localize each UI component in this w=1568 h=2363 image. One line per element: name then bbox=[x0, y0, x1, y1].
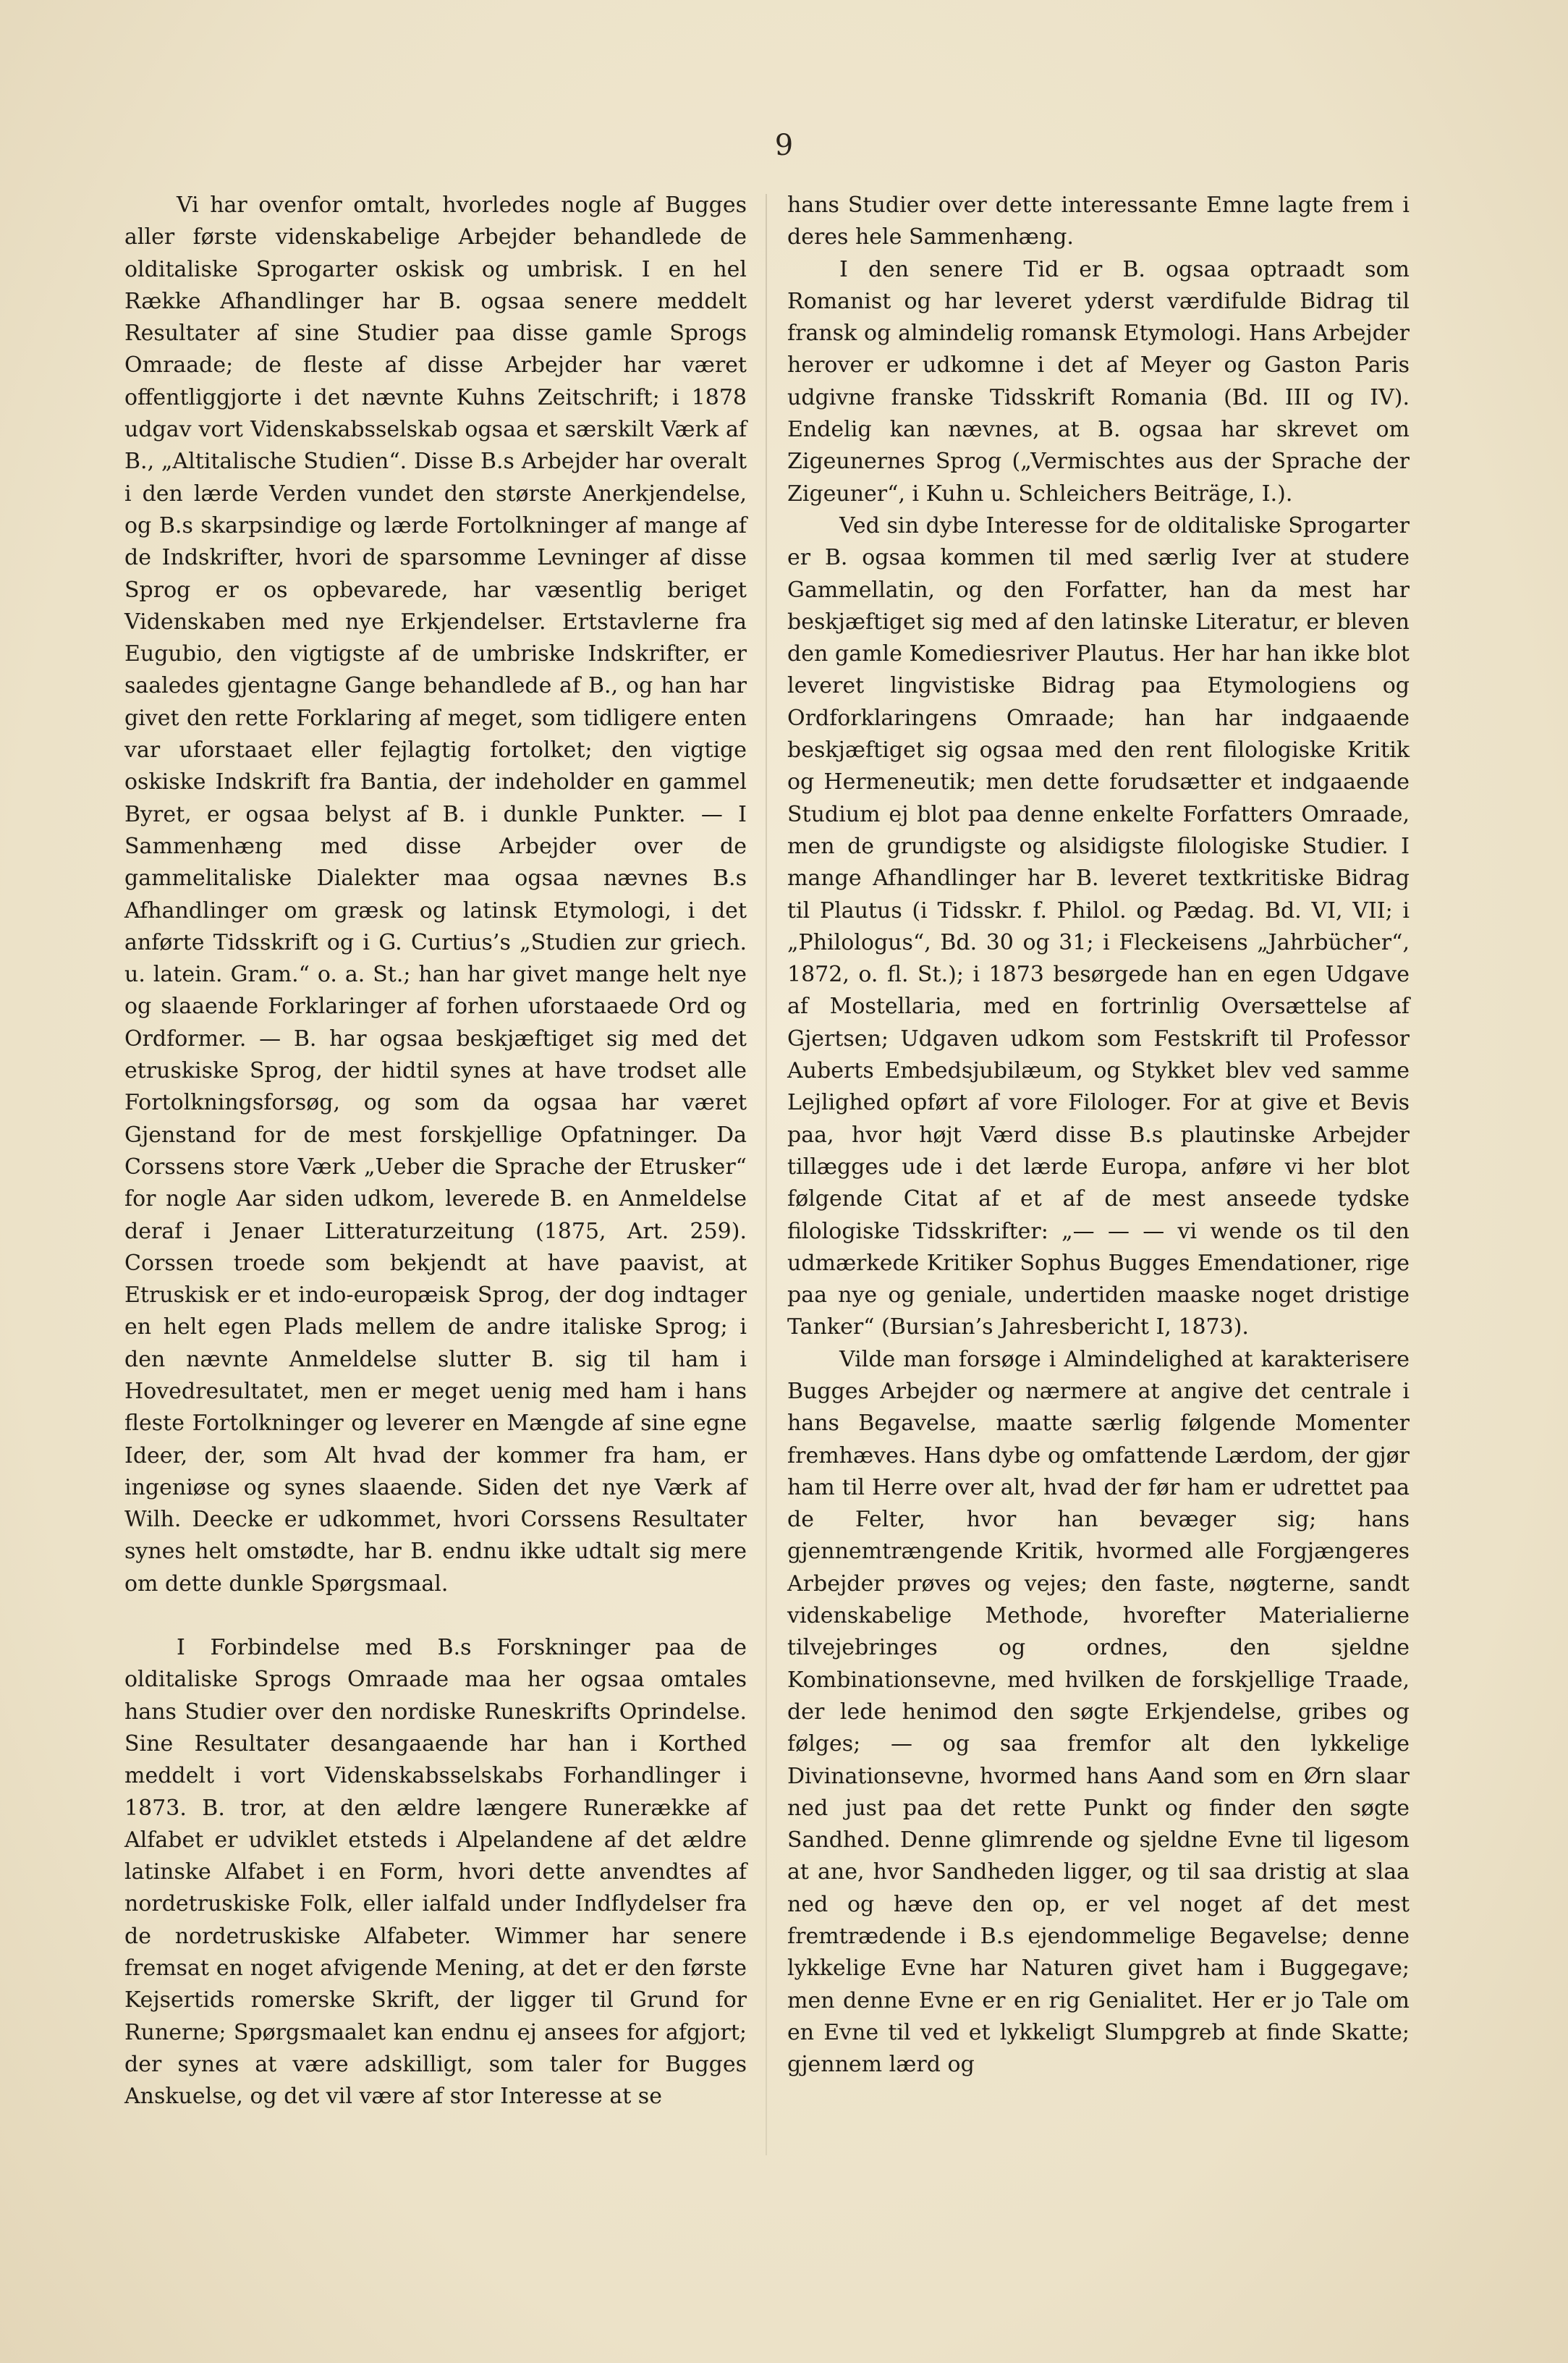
paragraph: Vilde man forsøge i Almindelighed at karakterisere Bugges Arbejder og nærmere at angive det centrale i hans Begavelse, maatte særlig følgende Momenter fremhæves. Hans dybe og omfattende Lærdom, der gjør ham til Herre over alt, hvad der før ham er udrettet paa de Felter, hvor han bevæger sig; hans gjennemtrængende Kritik, hvormed alle Forgjængeres Arbejder prøves og vejes; den faste, nøgterne, sandt videnskabelige Methode, hvorefter Materialierne tilvejebringes og ordnes, den sjeldne Kombinationsevne, med hvilken de forskjellige Traade, der lede henimod den søgte Erkjendelse, gribes og følges; — og saa fremfor alt den lykkelige Divinationsevne, hvormed hans Aand som en Ørn slaar ned just paa det rette Punkt og finder den søgte Sandhed. Denne glimrende og sjeldne Evne til ligesom at ane, hvor Sandheden ligger, og til saa dristig at slaa ned og hæve den op, er vel noget af det mest fremtrædende i B.s ejendommelige Begavelse; denne lykkelige Evne har Naturen givet ham i Buggegave; men denne Evne er en rig Genialitet. Her er jo Tale om en Evne til ved et lykkeligt Slumpgreb at finde Skatte; gjennem lærd og bbox=[787, 1346, 1410, 2078]
page-number: 9 bbox=[774, 129, 794, 162]
left-column bbox=[124, 190, 747, 2113]
paragraph: hans Studier over dette interessante Emne lagte frem i deres hele Sammenhæng. bbox=[787, 193, 1410, 250]
right-column bbox=[787, 190, 1410, 2081]
paragraph: Vi har ovenfor omtalt, hvorledes nogle af Bugges aller første videnskabelige Arbejder behandlede de olditaliske Sprogarter oskisk og umbrisk. I en hel Række Afhandlinger har B. ogsaa senere meddelt Resultater af sine Studier paa disse gamle Sprogs Omraade; de fleste af disse Arbejder har været offentliggjorte i det nævnte Kuhns Zeitschrift; i 1878 udgav vort Videnskabsselskab ogsaa et særskilt Værk af B., „Altitalische Studien“. Disse B.s Arbejder har overalt i den lærde Verden vundet den største Anerkjendelse, og B.s skarpsindige og lærde Fortolkninger af mange af de Indskrifter, hvori de sparsomme Levninger af disse Sprog er os opbevarede, har væsentlig beriget Videnskaben med nye Erkjendelser. Ertstavlerne fra Eugubio, den vigtigste af de umbriske Indskrifter, er saaledes gjentagne Gange behandlede af B., og han har givet den rette Forklaring af meget, som tidligere enten var uforstaaet eller fejlagtig fortolket; den vigtige oskiske Indskrift fra Bantia, der indeholder en gammel Byret, er ogsaa belyst af B. i dunkle Punkter. — I Sammenhæng med disse Arbejder over de gammelitaliske Dialekter maa ogsaa nævnes B.s Afhandlinger om græsk og latinsk Etymologi, i det anførte Tidsskrift og i G. Curtius’s „Studien zur griech. u. latein. Gram.“ o. a. St.; han har givet mange helt nye og slaaende Forklaringer af forhen uforstaaede Ord og Ordformer. — B. har ogsaa beskjæftiget sig med det etruskiske Sprog, der hidtil synes at have trodset alle Fortolkningsforsøg, og som da ogsaa har været Gjenstand for de mest forskjellige Opfatninger. Da Corssens store Værk „Ueber die Sprache der Etrusker“ for nogle Aar siden udkom, leverede B. en Anmeldelse deraf i Jenaer Litteraturzeitung (1875, Art. 259). Corssen troede som bekjendt at have paavist, at Etruskisk er et indo-europæisk Sprog, der dog indtager en helt egen Plads mellem de andre italiske Sprog; i den nævnte Anmeldelse slutter B. sig til ham i Hovedresultatet, men er meget uenig med ham i hans fleste Fortolkninger og leverer en Mængde af sine egne Ideer, der, som Alt hvad der kommer fra ham, er ingeniøse og synes slaaende. Siden det nye Værk af Wilh. Deecke er udkommet, hvori Corssens Resultater synes helt omstødte, har B. endnu ikke udtalt sig mere om dette dunkle Spørgsmaal. bbox=[124, 193, 747, 1597]
paragraph: I den senere Tid er B. ogsaa optraadt som Romanist og har leveret yderst værdifulde Bidrag til fransk og almindelig romansk Etymologi. Hans Arbejder herover er udkomne i det af Meyer og Gaston Paris udgivne franske Tidsskrift Romania (Bd. III og IV). Endelig kan nævnes, at B. ogsaa har skrevet om Zigeunernes Sprog („Vermischtes aus der Sprache der Zigeuner“, i Kuhn u. Schleichers Beiträge, I.). bbox=[787, 256, 1410, 507]
paragraph: Ved sin dybe Interesse for de olditaliske Sprogarter er B. ogsaa kommen til med særlig Iver at studere Gammellatin, og den Forfatter, han da mest har beskjæftiget sig med af den latinske Literatur, er bleven den gamle Komediesriver Plautus. Her har han ikke blot leveret lingvistiske Bidrag paa Etymologiens og Ordforklaringens Omraade; han har indgaaende beskjæftiget sig ogsaa med den rent filologiske Kritik og Hermeneutik; men dette forudsætter et indgaaende Studium ej blot paa denne enkelte Forfatters Omraade, men de grundigste og alsidigste filologiske Studier. I mange Afhandlinger har B. leveret textkritiske Bidrag til Plautus (i Tidsskr. f. Philol. og Pædag. Bd. VI, VII; i „Philologus“, Bd. 30 og 31; i Fleckeisens „Jahrbücher“, 1872, o. fl. St.); i 1873 besørgede han en egen Udgave af Mostellaria, med en fortrinlig Oversættelse af Gjertsen; Udgaven udkom som Festskrift til Professor Auberts Embedsjubilæum, og Stykket blev ved samme Lejlighed opført af vore Filologer. For at give et Bevis paa, hvor højt Værd disse B.s plautinske Arbejder tillægges ude i det lærde Europa, anføre vi her blot følgende Citat af et af de mest anseede tydske filologiske Tidsskrifter: „— — — vi wende os til den udmærkede Kritiker Sophus Bugges Emendationer, rige paa nye og geniale, undertiden maaske noget dristige Tanker“ (Bursian’s Jahresbericht I, 1873). bbox=[787, 512, 1410, 1340]
column-divider bbox=[766, 194, 767, 2155]
paragraph: I Forbindelse med B.s Forskninger paa de olditaliske Sprogs Omraade maa her ogsaa omtales hans Studier over den nordiske Runeskrifts Oprindelse. Sine Resultater desangaaende har han i Korthed meddelt i vort Videnskabsselskabs Forhandlinger i 1873. B. tror, at den ældre længere Runerække af Alfabet er udviklet etsteds i Alpelandene af det ældre latinske Alfabet i en Form, hvori dette anvendtes af nordetruskiske Folk, eller ialfald under Indflydelser fra de nordetruskiske Alfabeter. Wimmer har senere fremsat en noget afvigende Mening, at det er den første Kejsertids romerske Skrift, der ligger til Grund for Runerne; Spørgsmaalet kan endnu ej ansees for afgjort; der synes at være adskilligt, som taler for Bugges Anskuelse, og det vil være af stor Interesse at se bbox=[124, 1635, 747, 2110]
